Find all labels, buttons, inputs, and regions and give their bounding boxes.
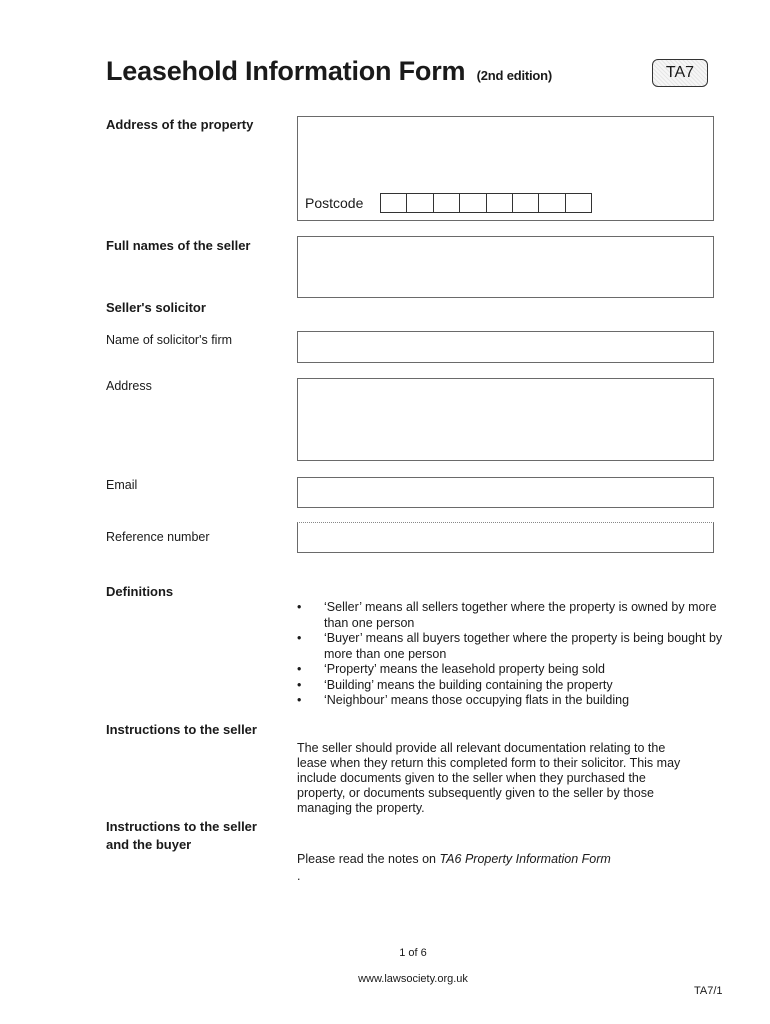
ta6-reference: TA6 Property Information Form (439, 852, 611, 866)
definition-item: • ‘Buyer’ means all buyers together where the property is being bought by more than one person (297, 631, 727, 662)
instructions-both-heading-line2: and the buyer (106, 837, 192, 852)
instructions-both-text (297, 852, 717, 867)
form-title-text: Leasehold Information Form (106, 56, 466, 86)
solicitor-firm-field[interactable] (297, 331, 714, 363)
postcode-cell[interactable] (381, 194, 407, 212)
definition-item: • ‘Neighbour’ means those occupying flats in the building (297, 693, 727, 709)
postcode-cell[interactable] (566, 194, 591, 212)
trailing-period: . (297, 869, 301, 883)
postcode-cell[interactable] (513, 194, 539, 212)
property-address-label: Address of the property (106, 117, 254, 132)
reference-number-field[interactable] (297, 522, 714, 553)
solicitor-firm-label: Name of solicitor's firm (106, 333, 233, 347)
definition-item: • ‘Seller’ means all sellers together where the property is owned by more than one person (297, 600, 727, 631)
postcode-cell[interactable] (407, 194, 433, 212)
instructions-both-heading (106, 818, 257, 854)
solicitor-email-field[interactable] (297, 477, 714, 508)
postcode-cell[interactable] (539, 194, 565, 212)
form-edition: (2nd edition) (476, 68, 553, 83)
solicitor-heading: Seller's solicitor (106, 300, 206, 315)
postcode-label: Postcode (305, 195, 364, 211)
instructions-both-heading-line1: Instructions to the seller (106, 819, 257, 834)
solicitor-address-label: Address (106, 379, 152, 393)
form-code-badge: TA7 (652, 59, 708, 87)
postcode-cell[interactable] (460, 194, 486, 212)
seller-names-label: Full names of the seller (106, 238, 251, 253)
postcode-cell[interactable] (434, 194, 460, 212)
postcode-cell[interactable] (487, 194, 513, 212)
definition-item: • ‘Property’ means the leasehold property being sold (297, 662, 727, 678)
instructions-seller-heading: Instructions to the seller (106, 722, 257, 737)
instructions-both-prefix: Please read the notes on (297, 852, 440, 866)
page-code: TA7/1 (694, 985, 723, 997)
definition-item: • ‘Building’ means the building containing the property (297, 678, 727, 694)
website-link[interactable]: www.lawsociety.org.uk (358, 973, 468, 985)
postcode-input[interactable] (380, 193, 592, 213)
form-title (106, 56, 552, 87)
reference-number-label: Reference number (106, 530, 210, 544)
page-number: 1 of 6 (399, 947, 427, 959)
solicitor-email-label: Email (106, 478, 138, 492)
solicitor-address-field[interactable] (297, 378, 714, 461)
definitions-heading: Definitions (106, 584, 174, 599)
instructions-seller-text: The seller should provide all relevant documentation relating to the lease when they return this completed form to their solicitor. This may include documents given to the seller when they purchased the property, or documents subsequently given to the seller by those managing the property. (297, 741, 681, 815)
seller-names-field[interactable] (297, 236, 714, 298)
definitions-list (297, 600, 727, 709)
